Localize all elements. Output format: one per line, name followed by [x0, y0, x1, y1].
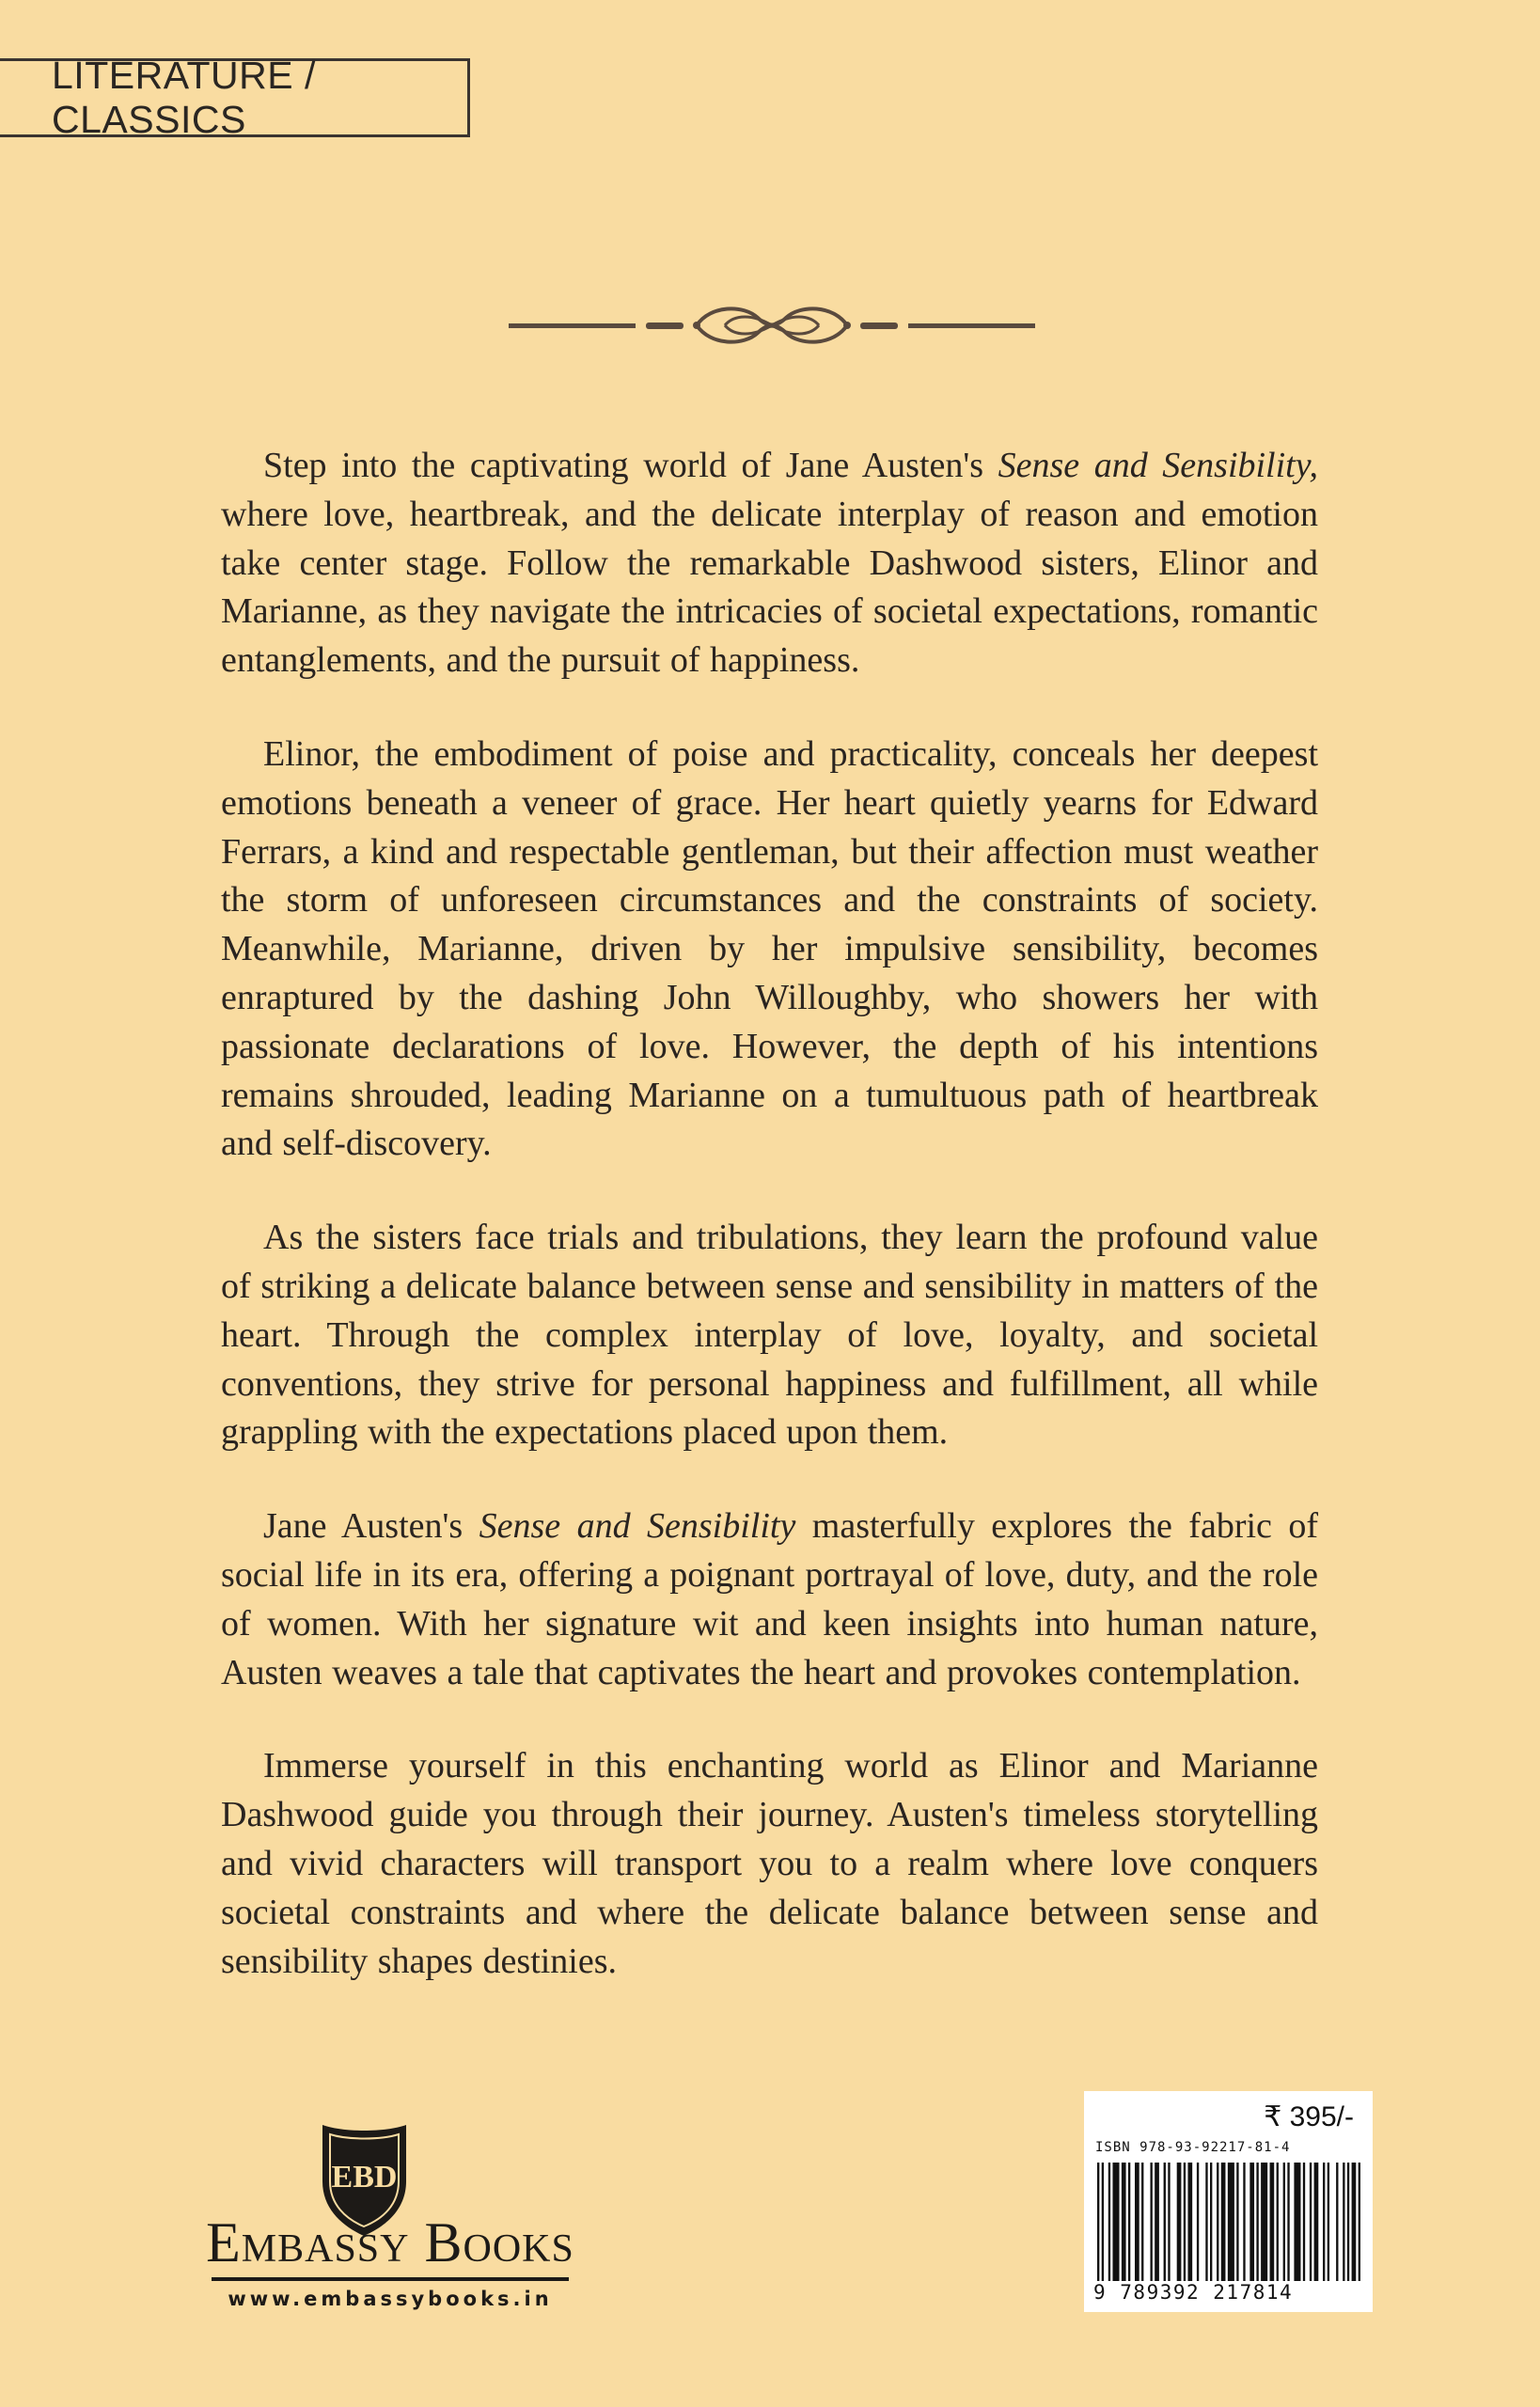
barcode-bar [1328, 2163, 1329, 2281]
barcode-bars [1097, 2163, 1360, 2281]
barcode-bar [1128, 2163, 1130, 2281]
barcode-bar [1210, 2163, 1212, 2281]
publisher-monogram: EBD [331, 2160, 398, 2195]
barcode-bar [1256, 2163, 1258, 2281]
barcode-bar [1270, 2163, 1275, 2281]
publisher-name: Embassy Books [206, 2211, 574, 2273]
barcode-bar [1347, 2163, 1349, 2281]
barcode-bar [1122, 2163, 1126, 2281]
barcode-bar [1294, 2163, 1300, 2281]
barcode-bar [1283, 2163, 1285, 2281]
barcode-bar [1336, 2163, 1338, 2281]
barcode-bar [1243, 2163, 1245, 2281]
barcode-bar [1102, 2163, 1104, 2281]
barcode-bar [1187, 2163, 1192, 2281]
barcode-bar [1108, 2163, 1110, 2281]
barcode-bar [1236, 2163, 1238, 2281]
barcode-bar [1303, 2163, 1305, 2281]
barcode-bar [1359, 2163, 1360, 2281]
barcode-bar [1287, 2163, 1289, 2281]
barcode-bar [1217, 2163, 1218, 2281]
description-paragraph-1: Step into the captivating world of Jane Austen's Sense and Sensibility, where love, heartbreak, and the delicate interplay of reason and emotion take center stage. Follow the remarkable Dashwood sisters, Elinor and Marianne, as they navigate the intricacies of societal expectations, romantic entanglements, and the pursuit of happiness. [221, 446, 1319, 681]
barcode-bar [1343, 2163, 1344, 2281]
barcode-bar [1184, 2163, 1186, 2281]
barcode-bar [1249, 2163, 1254, 2281]
barcode-bar [1323, 2163, 1325, 2281]
description-paragraph-3: As the sisters face trials and tribulations, they learn the profound value of striking a delicate balance between sense and sensibility in matters of the heart. Through the complex interplay of love, loyalty, and societal conventions, they strive for personal happiness and fulfillment, all while grappling with the expectations placed upon them. [221, 1218, 1318, 1453]
barcode-bar [1164, 2163, 1166, 2281]
category-label [0, 54, 470, 141]
publisher-website: www.embassybooks.in [228, 2288, 553, 2310]
barcode-bar [1197, 2163, 1199, 2281]
isbn-number: ISBN 978-93-92217-81-4 [1095, 2140, 1291, 2155]
description-paragraph-5: Immerse yourself in this enchanting world as Elinor and Marianne Dashwood guide you through their journey. Austen's timeless storytelling and vivid characters will transport you to a realm where love conquers societal constraints and where the delicate balance between sense and sensibility shapes destinies. [221, 1746, 1318, 1981]
barcode-label [1084, 2091, 1373, 2312]
barcode-bar [1205, 2163, 1207, 2281]
barcode-bar [1155, 2163, 1159, 2281]
category-text: LITERATURE / CLASSICS [52, 54, 316, 141]
barcode-digits: 9 789392 217814 [1093, 2281, 1294, 2304]
barcode-bar [1310, 2163, 1312, 2281]
description-paragraph-2: Elinor, the embodiment of poise and practicality, conceals her deepest emotions beneath a veneer of grace. Her heart quietly yearns for Edward Ferrars, a kind and respectable gentleman, but their affection must weather the storm of unforeseen circumstances and the constraints of society. Meanwhile, Marianne, driven by her impulsive sensibility, becomes enraptured by the dashing John Willoughby, who showers her with passionate declarations of love. However, the depth of his intentions remains shrouded, leading Marianne on a tumultuous path of heartbreak and self-discovery. [221, 733, 1318, 1164]
barcode-bar [1228, 2163, 1234, 2281]
barcode-bar [1277, 2163, 1279, 2281]
publisher-divider [212, 2277, 569, 2281]
price-tag: ₹ 395/- [1264, 2101, 1354, 2132]
barcode-bar [1261, 2163, 1267, 2281]
barcode-bar [1097, 2163, 1099, 2281]
barcode-bar [1221, 2163, 1226, 2281]
barcode-bar [1135, 2163, 1139, 2281]
book-description [221, 442, 1318, 1986]
barcode-bar [1168, 2163, 1170, 2281]
flourish-divider-icon [509, 297, 1035, 354]
publisher-logo [202, 2116, 578, 2351]
description-paragraph-4: Jane Austen's Sense and Sensibility masterfully explores the fabric of social life in its era, offering a poignant portrayal of love, duty, and the role of women. With her signature wit and keen insights into human nature, Austen weaves a tale that captivates the heart and provokes contemplation. [221, 1506, 1319, 1692]
barcode-bar [1112, 2163, 1119, 2281]
book-title-italic: Sense and Sensibility [479, 1506, 796, 1547]
barcode-bar [1150, 2163, 1152, 2281]
book-title-italic: Sense and Sensibility, [998, 446, 1319, 485]
barcode-bar [1352, 2163, 1357, 2281]
barcode-bar [1314, 2163, 1319, 2281]
barcode-bar [1141, 2163, 1143, 2281]
barcode-bar [1177, 2163, 1182, 2281]
